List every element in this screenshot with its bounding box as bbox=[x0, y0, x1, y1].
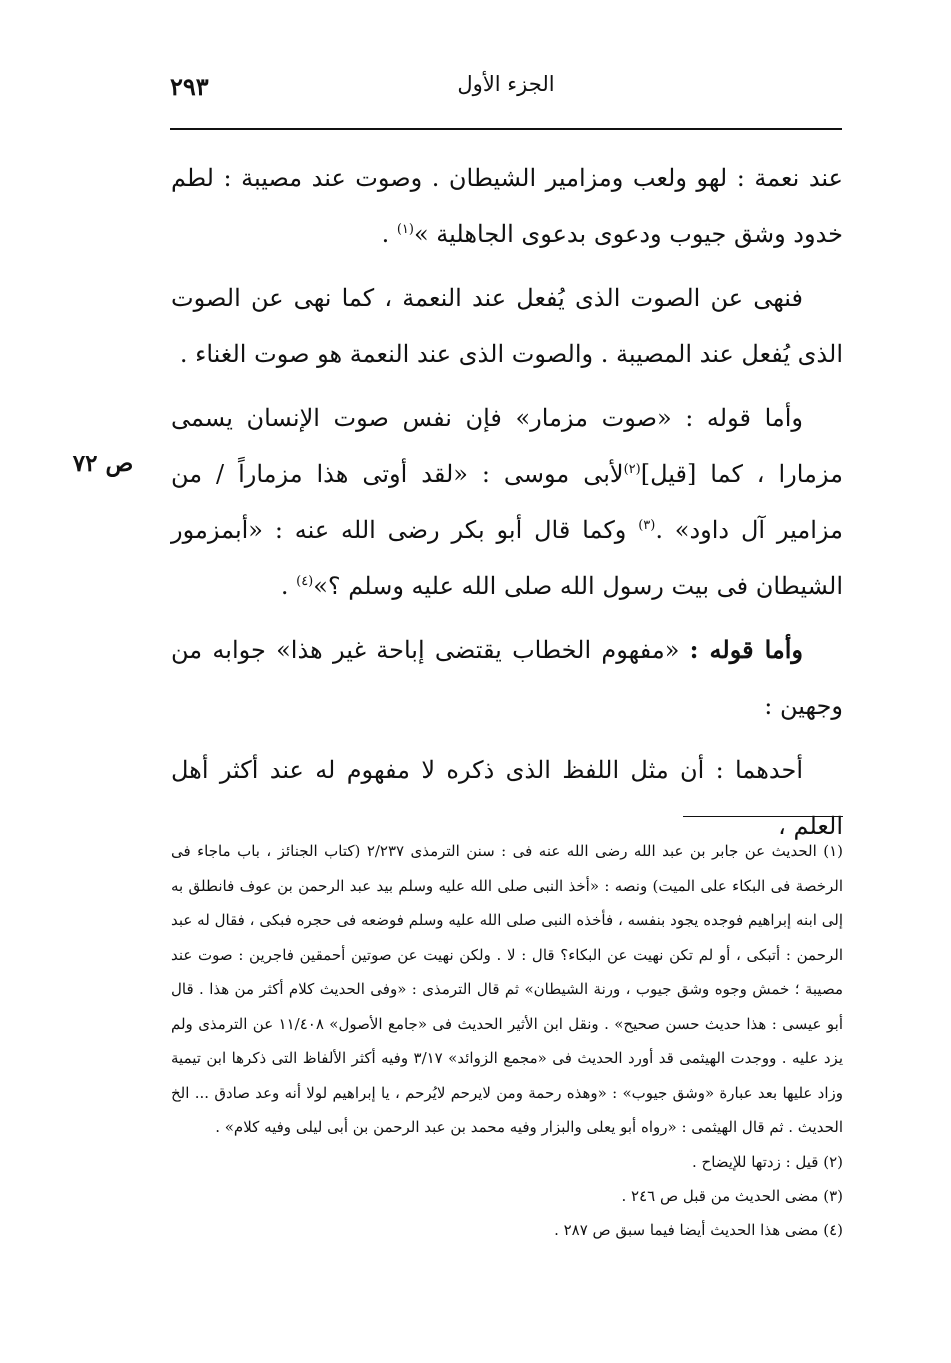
paragraph-5: أحدهما : أن مثل اللفظ الذى ذكره لا مفهوم له عند أكثر أهل العلم ، bbox=[171, 756, 843, 840]
paragraph-3 bbox=[171, 390, 843, 614]
footnote-marker-3: (٣) bbox=[638, 518, 656, 533]
footnote-marker-2: (٢) bbox=[623, 462, 641, 477]
footnote-2: (٢) قيل : زدتها للإيضاح . bbox=[691, 1152, 843, 1171]
footnote-4: (٤) مضى هذا الحديث أيضا فيما سبق ص ٢٨٧ . bbox=[554, 1220, 843, 1239]
footnote-3: (٣) مضى الحديث من قبل ص ٢٤٦ . bbox=[621, 1186, 843, 1205]
running-header bbox=[170, 72, 842, 112]
paragraph-1-end: . bbox=[381, 220, 397, 248]
paragraph-2: فنهى عن الصوت الذى يُفعل عند النعمة ، كما نهى عن الصوت الذى يُفعل عند المصيبة . والصوت الذى عند النعمة هو صوت الغناء . bbox=[171, 284, 843, 368]
paragraph-3-text-b: لأبى موسى : «لقد أوتى هذا مزماراً / من مزامير آل داود» . bbox=[171, 460, 844, 544]
footnote-marker-1: (١) bbox=[396, 222, 414, 237]
main-text bbox=[171, 150, 843, 854]
footnote-1: (١) الحديث عن جابر بن عبد الله رضى الله عنه فى : سنن الترمذى ٢/٢٣٧ (كتاب الجنائز ، باب ماجاء فى الرخصة فى البكاء على الميت) ونصه : «أخذ النبى صلى الله عليه وسلم بيد عبد الرحمن بن عوف فانطلق به إلى ابنه إبراهيم فوجده يجود بنفسه ، فأخذه النبى صلى الله عليه وسلم فوضعه فى حجره فبكى ، فقال له عبد الرحمن : أتبكى ، أو لم تكن نهيت عن البكاء؟ قال : لا . ولكن نهيت عن صوتين أحمقين فاجرين : صوت عند مصيبة ؛ خمش وجوه وشق جيوب ، ورنة الشيطان» ثم قال الترمذى : «وفى الحديث كلام أكثر من هذا . قال أبو عيسى : هذا حديث حسن صحيح» . ونقل ابن الأثير الحديث فى «جامع الأصول» ١١/٤٠٨ عن الترمذى ولم يزد عليه . ووجدت الهيثمى قد أورد الحديث فى «مجمع الزوائد» ٣/١٧ وفيه أكثر الألفاظ التى ذكرها ابن تيمية وزاد عليها بعد عبارة «وشق جيوب» : «وهذه رحمة ومن لايرحم لايُرحم ، يا إبراهيم لولا أنه وعد صادق ... الخ الحديث . ثم قال الهيثمى : «رواه أبو يعلى والبزار وفيه محمد بن عبد الرحمن بن أبى ليلى وفيه كلام» . bbox=[171, 842, 843, 1136]
header-rule bbox=[170, 128, 842, 130]
paragraph-4-text: «مفهوم الخطاب يقتضى إباحة غير هذا» جوابه من وجهين : bbox=[171, 636, 843, 720]
paragraph-3-text-c: وكما قال أبو بكر رضى الله عنه : «أبمزمور الشيطان فى بيت رسول الله صلى الله عليه وسلم ؟» bbox=[171, 516, 843, 600]
paragraph-4 bbox=[171, 622, 843, 734]
footnote-rule bbox=[683, 816, 843, 817]
paragraph-1 bbox=[171, 150, 843, 262]
paragraph-1-text: عند نعمة : لهو ولعب ومزامير الشيطان . وصوت عند مصيبة : لطم خدود وشق جيوب ودعوى بدعوى الجاهلية » bbox=[171, 164, 843, 248]
paragraph-4-lead: وأما قوله : bbox=[689, 635, 803, 664]
footnote-marker-4: (٤) bbox=[296, 574, 314, 589]
paragraph-3-text-a: وأما قوله : «صوت مزمار» فإن نفس صوت الإنسان يسمى مزمارا ، كما [قيل] bbox=[171, 404, 844, 488]
running-title: الجزء الأول bbox=[457, 72, 555, 96]
margin-page-reference: ص ٧٢ bbox=[72, 450, 134, 477]
footnotes bbox=[171, 834, 843, 1247]
paragraph-3-end: . bbox=[280, 572, 297, 600]
page-number: ٢٩٣ bbox=[170, 72, 209, 101]
